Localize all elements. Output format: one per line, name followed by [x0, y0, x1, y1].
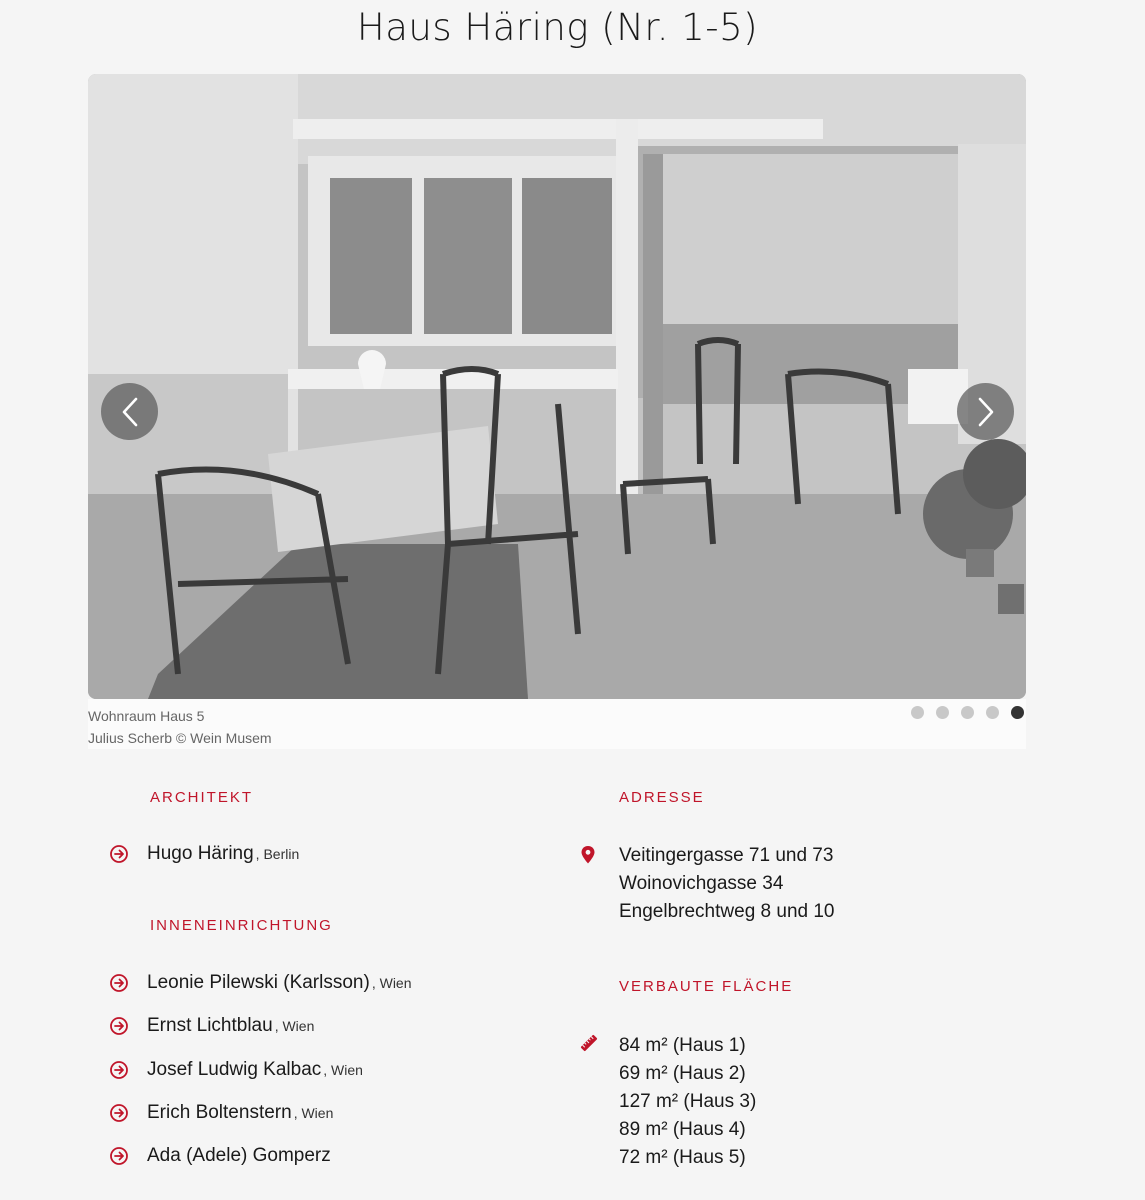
person-name[interactable]: Ernst Lichtblau — [147, 1015, 273, 1036]
interior-item[interactable] — [109, 1102, 333, 1124]
location-pin-icon — [579, 845, 597, 865]
prev-slide-button[interactable] — [101, 383, 158, 440]
person-city: , Wien — [371, 975, 412, 991]
area-line: 72 m² (Haus 5) — [619, 1147, 746, 1168]
architect-item[interactable] — [109, 843, 299, 865]
slide-photo — [88, 74, 1026, 699]
person-city: , Wien — [274, 1018, 315, 1034]
architect-section-label: ARCHITEKT — [150, 789, 254, 806]
address-line: Engelbrechtweg 8 und 10 — [619, 901, 835, 922]
area-line: 69 m² (Haus 2) — [619, 1063, 746, 1084]
caption-credit: Julius Scherb © Wein Musem — [88, 730, 272, 746]
next-slide-button[interactable] — [957, 383, 1014, 440]
page-title: Haus Häring (Nr. 1-5) — [356, 6, 759, 49]
arrow-circle-icon — [109, 1016, 129, 1036]
slide-dot-2[interactable] — [936, 706, 949, 719]
slide-dot-3[interactable] — [961, 706, 974, 719]
interior-item[interactable] — [109, 1059, 363, 1081]
slide-caption-bar — [88, 699, 1026, 749]
person-name[interactable]: Josef Ludwig Kalbac — [147, 1059, 322, 1080]
chevron-right-icon — [975, 396, 997, 428]
area-line: 84 m² (Haus 1) — [619, 1035, 746, 1056]
slide-indicators — [911, 706, 1024, 719]
interior-section-label: INNENEINRICHTUNG — [150, 917, 333, 934]
person-city: , Berlin — [255, 846, 300, 862]
caption-title: Wohnraum Haus 5 — [88, 708, 205, 724]
chevron-left-icon — [119, 396, 141, 428]
image-slider[interactable] — [88, 74, 1026, 699]
area-lines — [619, 1032, 756, 1172]
arrow-circle-icon — [109, 1103, 129, 1123]
person-name[interactable]: Ada (Adele) Gomperz — [147, 1145, 331, 1166]
person-city: , Wien — [293, 1105, 334, 1121]
slide-caption — [88, 705, 272, 749]
ruler-icon — [579, 1033, 599, 1053]
arrow-circle-icon — [109, 844, 129, 864]
interior-item[interactable] — [109, 1015, 314, 1037]
interior-item[interactable] — [109, 1145, 333, 1167]
address-line: Veitingergasse 71 und 73 — [619, 845, 834, 866]
slide-dot-4[interactable] — [986, 706, 999, 719]
address-section-label: ADRESSE — [619, 789, 705, 806]
person-city: , Wien — [323, 1062, 363, 1078]
address-line: Woinovichgasse 34 — [619, 873, 784, 894]
interior-item[interactable] — [109, 972, 412, 994]
slide-dot-1[interactable] — [911, 706, 924, 719]
area-line: 127 m² (Haus 3) — [619, 1091, 757, 1112]
slide-dot-5[interactable] — [1011, 706, 1024, 719]
area-section-label: VERBAUTE FLÄCHE — [619, 978, 794, 995]
arrow-circle-icon — [109, 973, 129, 993]
person-name[interactable]: Hugo Häring — [147, 843, 254, 864]
address-lines — [619, 842, 835, 926]
person-name[interactable]: Leonie Pilewski (Karlsson) — [147, 972, 370, 993]
arrow-circle-icon — [109, 1060, 129, 1080]
arrow-circle-icon — [109, 1146, 129, 1166]
area-line: 89 m² (Haus 4) — [619, 1119, 746, 1140]
person-name[interactable]: Erich Boltenstern — [147, 1102, 292, 1123]
